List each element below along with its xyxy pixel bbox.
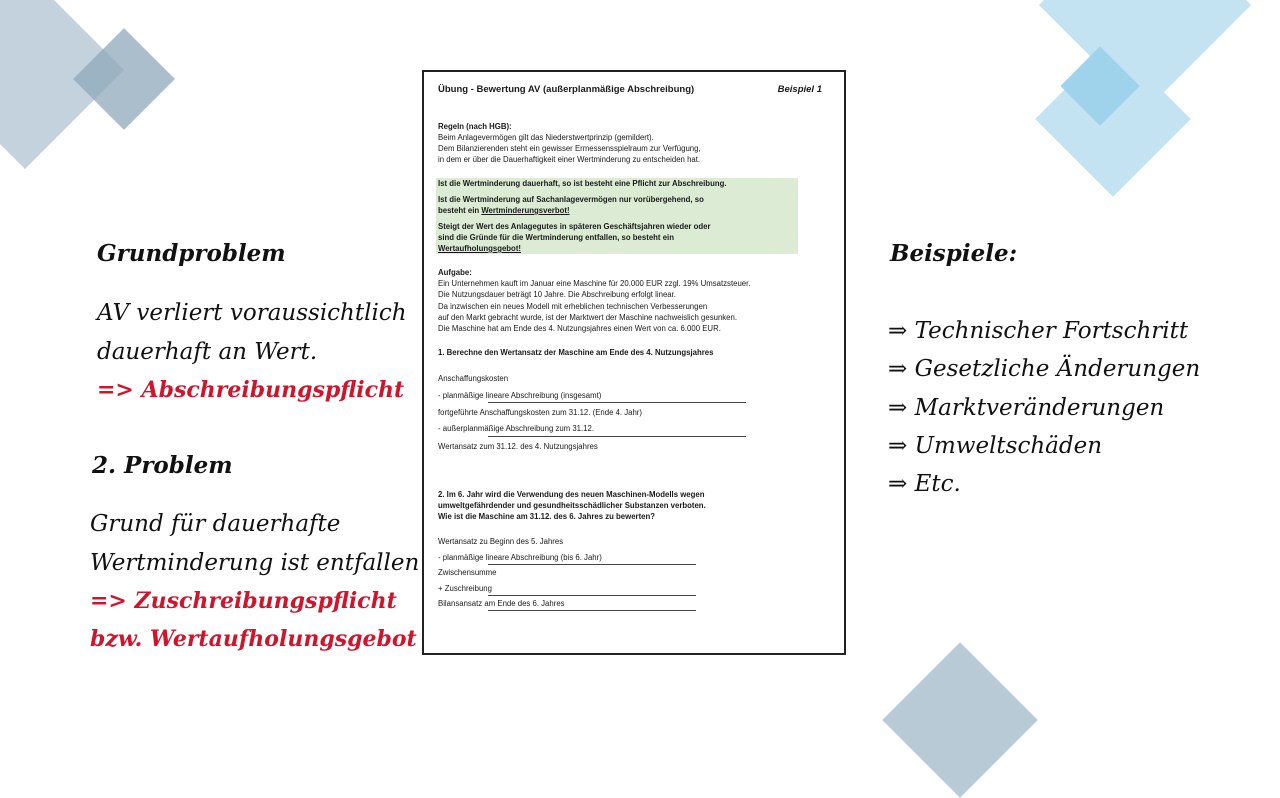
- sum-line: [488, 610, 696, 611]
- example-item: ⇒ Technischer Fortschritt: [888, 318, 1189, 344]
- calc-row: fortgeführte Anschaffungskosten zum 31.12. (Ende 4. Jahr): [438, 408, 642, 417]
- sum-line: [488, 564, 696, 565]
- task-line: Die Maschine hat am Ende des 4. Nutzungsjahres einen Wert von ca. 6.000 EUR.: [438, 324, 721, 333]
- note-line: Wertminderung ist entfallen: [90, 550, 420, 576]
- calc-row: - planmäßige lineare Abschreibung (bis 6. Jahr): [438, 553, 602, 562]
- heading-problem-2: 2. Problem: [92, 452, 233, 479]
- rules-line: Dem Bilanzierenden steht ein gewisser Ermessensspielraum zur Verfügung,: [438, 144, 701, 153]
- sheet-title: Übung - Bewertung AV (außerplanmäßige Abschreibung): [438, 84, 695, 95]
- rule-wertminderungsverbot: besteht ein Wertminderungsverbot!: [438, 206, 570, 215]
- note-line: AV verliert voraussichtlich: [97, 300, 407, 326]
- rules-heading: Regeln (nach HGB):: [438, 122, 512, 131]
- note-conclusion: => Zuschreibungspflicht: [90, 588, 397, 614]
- task-line: Da inzwischen ein neues Modell mit erheblichen technischen Verbesserungen: [438, 302, 708, 311]
- calc-row: - planmäßige lineare Abschreibung (insgesamt): [438, 391, 602, 400]
- heading-grundproblem: Grundproblem: [97, 240, 286, 267]
- example-item: ⇒ Gesetzliche Änderungen: [888, 356, 1201, 382]
- decor-diamond-bottom: [882, 642, 1038, 798]
- example-item: ⇒ Marktveränderungen: [888, 395, 1165, 421]
- calc-row: Wertansatz zu Beginn des 5. Jahres: [438, 537, 564, 546]
- task-heading: Aufgabe:: [438, 268, 472, 277]
- calc-row: Anschaffungskosten: [438, 374, 509, 383]
- rule-vorubergehend: Ist die Wertminderung auf Sachanlagevermögen nur vorübergehend, so: [438, 195, 704, 204]
- heading-beispiele: Beispiele:: [890, 240, 1018, 267]
- rule-abschreibung: Ist die Wertminderung dauerhaft, so ist besteht eine Pflicht zur Abschreibung.: [438, 179, 727, 188]
- question-1: 1. Berechne den Wertansatz der Maschine am Ende des 4. Nutzungsjahres: [438, 348, 714, 357]
- sum-line: [488, 402, 746, 403]
- note-line: Grund für dauerhafte: [90, 511, 341, 537]
- sheet-example-label: Beispiel 1: [777, 84, 822, 95]
- calc-row: Wertansatz zum 31.12. des 4. Nutzungsjahres: [438, 442, 598, 451]
- rules-line: Beim Anlagevermögen gilt das Niederstwertprinzip (gemildert).: [438, 133, 654, 142]
- task-line: Die Nutzungsdauer beträgt 10 Jahre. Die Abschreibung erfolgt linear.: [438, 290, 676, 299]
- question-2: umweltgefährdender und gesundheitsschädlicher Substanzen verboten.: [438, 501, 706, 510]
- sum-line: [488, 595, 696, 596]
- example-item: ⇒ Etc.: [888, 471, 961, 497]
- note-conclusion: => Abschreibungspflicht: [97, 377, 405, 403]
- rule-wertaufholung: sind die Gründe für die Wertminderung entfallen, so besteht ein: [438, 233, 674, 242]
- calc-row: Bilansansatz am Ende des 6. Jahres: [438, 599, 565, 608]
- example-item: ⇒ Umweltschäden: [888, 433, 1103, 459]
- exercise-sheet: [422, 70, 846, 655]
- rules-line: in dem er über die Dauerhaftigkeit einer Wertminderung zu entscheiden hat.: [438, 155, 701, 164]
- sum-line: [488, 436, 746, 437]
- note-line: dauerhaft an Wert.: [97, 339, 318, 365]
- calc-row: Zwischensumme: [438, 568, 497, 577]
- calc-row: - außerplanmäßige Abschreibung zum 31.12.: [438, 424, 595, 433]
- note-conclusion: bzw. Wertaufholungsgebot: [90, 626, 417, 652]
- task-line: Ein Unternehmen kauft im Januar eine Maschine für 20.000 EUR zzgl. 19% Umsatzsteuer.: [438, 279, 751, 288]
- question-2: Wie ist die Maschine am 31.12. des 6. Jahres zu bewerten?: [438, 512, 656, 521]
- task-line: auf den Markt gebracht wurde, ist der Marktwert der Maschine nachweislich gesunken.: [438, 313, 738, 322]
- calc-row: + Zuschreibung: [438, 584, 492, 593]
- rule-wertaufholungsgebot: Wertaufholungsgebot!: [438, 244, 522, 253]
- rule-wertaufholung: Steigt der Wert des Anlagegutes in späteren Geschäftsjahren wieder oder: [438, 222, 711, 231]
- question-2: 2. Im 6. Jahr wird die Verwendung des neuen Maschinen-Modells wegen: [438, 490, 705, 499]
